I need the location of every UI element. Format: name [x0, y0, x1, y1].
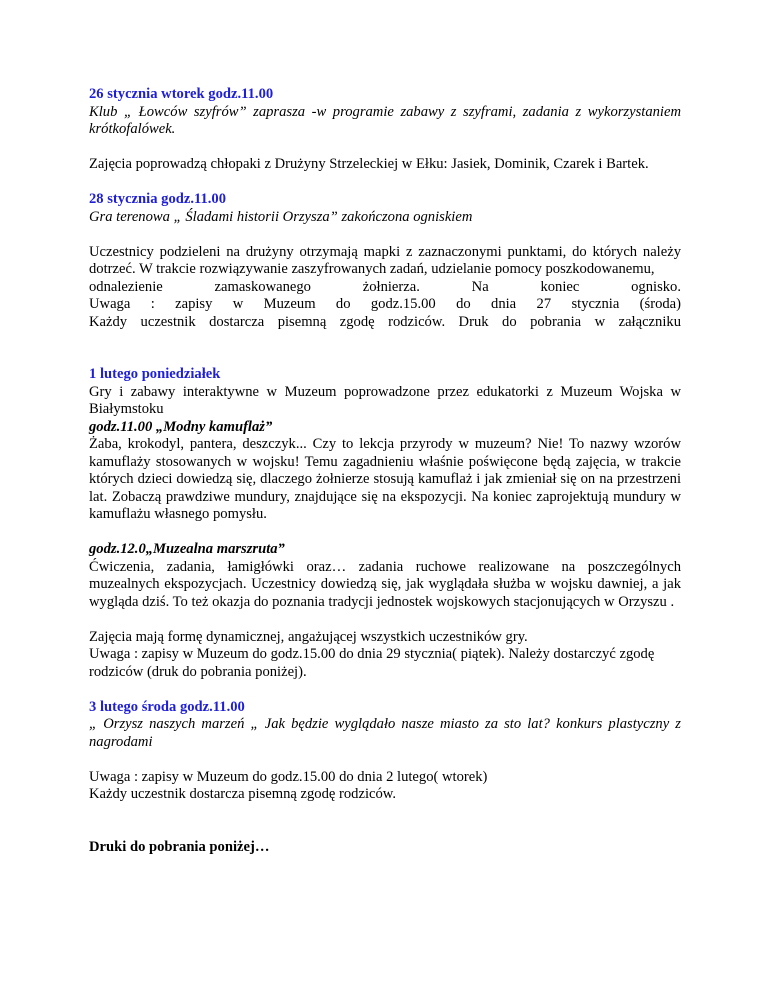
event-note-feb1: Zajęcia mają formę dynamicznej, angażującej wszystkich uczestników gry. — [89, 628, 528, 645]
event-body-jan28: Uczestnicy podzieleni na drużyny otrzymają mapki z zaznaczonymi punktami, do których należy dotrzeć. W trakcie rozwiązywanie zaszyfrowanych zadań, udzielanie pomocy poszkodowanemu, — [89, 243, 681, 277]
event-heading-feb1: 1 lutego poniedziałek — [89, 366, 221, 382]
event-intro-feb1: Gry i zabawy interaktywne w Muzeum poprowadzone przez edukatorki z Muzeum Wojska w Białymstoku — [89, 383, 681, 417]
event-body-jan28-line2: odnalezienie zamaskowanego żołnierza. Na koniec ognisko. — [89, 278, 681, 295]
subevent-title-marszruta: godz.12.0„Muzealna marszruta” — [89, 541, 285, 557]
event-registration-feb3: Uwaga : zapisy w Muzeum do godz.15.00 do dnia 2 lutego( wtorek) — [89, 768, 488, 785]
event-subtitle-jan26: Klub „ Łowców szyfrów” zaprasza -w programie zabawy z szyframi, zadania z wykorzystaniem krótkofalówek. — [89, 103, 681, 137]
event-note-jan28: Uwaga : zapisy w Muzeum do godz.15.00 do dnia 27 stycznia (środa) — [89, 296, 681, 312]
event-heading-jan28: 28 stycznia godz.11.00 — [89, 191, 227, 207]
event-heading-jan26: 26 stycznia wtorek godz.11.00 — [89, 86, 274, 102]
event-subtitle-feb3: „ Orzysz naszych marzeń „ Jak będzie wyglądało nasze miasto za sto lat? konkurs plastyczny z nagrodami — [89, 716, 681, 750]
event-subtitle-jan28: Gra terenowa „ Śladami historii Orzysza” zakończona ogniskiem — [89, 208, 473, 225]
subevent-body-kamuflaz: Żaba, krokodyl, pantera, deszczyk... Czy to lekcja przyrody w muzeum? Nie! To nazwy wzorów kamuflaży stosowanych w wojsku! Temu zagadnieniu właśnie poświęcone będą zajęcia, w trakcie których dzieci dowiedzą się, dlaczego żołnierze stosują kamuflaż i jak zmieniał się on na przestrzeni lat. Zobaczą prawdziwe mundury, znajdujące się na ekspozycji. Na koniec zaprojektują mundury w kamuflażu własnego pomysłu. — [89, 436, 681, 522]
event-consent-feb3: Każdy uczestnik dostarcza pisemną zgodę rodziców. — [89, 786, 397, 802]
event-body-jan26: Zajęcia poprowadzą chłopaki z Drużyny Strzeleckiej w Ełku: Jasiek, Dominik, Czarek i Bartek. — [89, 156, 649, 172]
event-registration-feb1: Uwaga : zapisy w Muzeum do godz.15.00 do dnia 29 stycznia( piątek). Należy dostarczyć zgodę rodziców (druk do pobrania poniżej). — [89, 646, 655, 680]
downloads-footer: Druki do pobrania poniżej… — [89, 838, 270, 855]
event-heading-feb3: 3 lutego środa godz.11.00 — [89, 698, 245, 715]
subevent-title-kamuflaz: godz.11.00 „Modny kamuflaż” — [89, 418, 273, 435]
subevent-body-marszruta: Ćwiczenia, zadania, łamigłówki oraz… zadania ruchowe realizowane na poszczególnych muzealnych ekspozycjach. Uczestnicy dowiedzą się, jak wyglądała służba w wojsku dawniej, a jak wygląda dziś. To też okazja do poznania tradycji jednostek wojskowych stacjonujących w Orzyszu . — [89, 558, 681, 610]
document-page — [89, 86, 681, 856]
event-consent-jan28: Każdy uczestnik dostarcza pisemną zgodę rodziców. Druk do pobrania w załączniku — [89, 313, 681, 330]
